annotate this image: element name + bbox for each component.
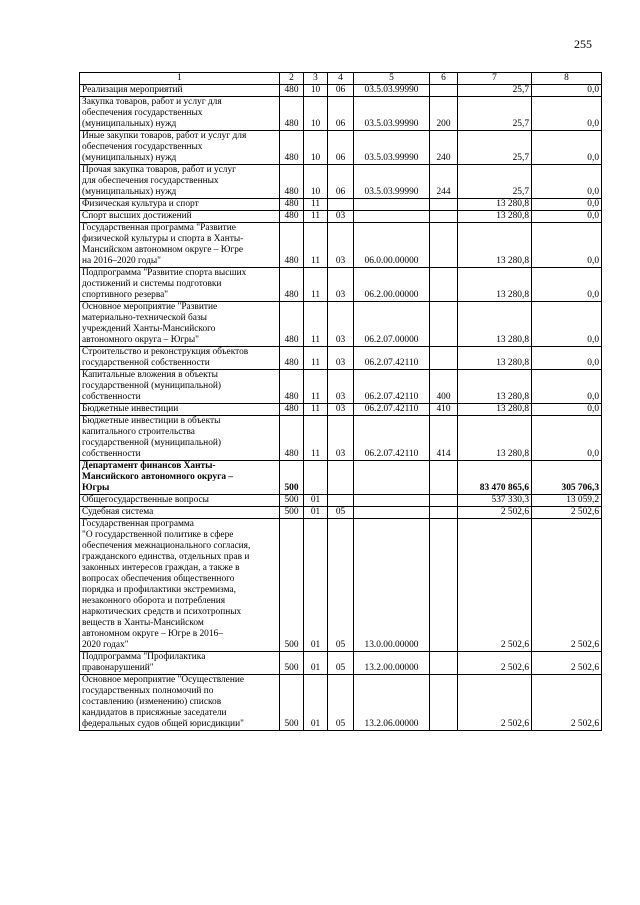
section-code-cell: 01 <box>304 652 328 675</box>
table-row <box>80 652 602 675</box>
header-cell: 5 <box>354 73 430 85</box>
table-row <box>80 416 602 461</box>
item-name-cell: Бюджетные инвестиции <box>80 404 280 416</box>
item-name-cell: Государственная программа "Развитие физической культуры и спорта в Ханты- Мансийском автономном округе – Югре на 2016–2020 годы" <box>80 223 280 268</box>
amount-cell: 13 280,8 <box>458 268 532 302</box>
amount-cell: 2 502,6 <box>532 652 602 675</box>
expense-type-cell: 200 <box>430 97 458 131</box>
department-code-cell: 480 <box>280 223 304 268</box>
target-article-cell <box>354 461 430 495</box>
department-code-cell: 500 <box>280 519 304 652</box>
item-name-cell: Прочая закупка товаров, работ и услуг для обеспечения государственных (муниципальных) нужд <box>80 165 280 199</box>
target-article-cell <box>354 199 430 211</box>
amount-cell: 0,0 <box>532 404 602 416</box>
target-article-cell <box>354 507 430 519</box>
section-code-cell: 11 <box>304 223 328 268</box>
header-cell: 7 <box>458 73 532 85</box>
amount-cell: 0,0 <box>532 211 602 223</box>
target-article-cell: 13.2.06.00000 <box>354 675 430 731</box>
table-row <box>80 404 602 416</box>
expense-type-cell <box>430 507 458 519</box>
item-name-cell: Подпрограмма "Профилактика правонарушений" <box>80 652 280 675</box>
section-code-cell: 11 <box>304 347 328 370</box>
department-code-cell: 500 <box>280 461 304 495</box>
item-name-cell: Закупка товаров, работ и услуг для обеспечения государственных (муниципальных) нужд <box>80 97 280 131</box>
table-row <box>80 131 602 165</box>
expense-type-cell <box>430 519 458 652</box>
expense-type-cell <box>430 347 458 370</box>
target-article-cell: 06.2.00.00000 <box>354 268 430 302</box>
amount-cell: 25,7 <box>458 131 532 165</box>
table-row <box>80 370 602 404</box>
table-row <box>80 85 602 97</box>
item-name-cell: Подпрограмма "Развитие спорта высших достижений и системы подготовки спортивного резерва" <box>80 268 280 302</box>
subsection-code-cell: 06 <box>328 131 354 165</box>
amount-cell: 2 502,6 <box>532 675 602 731</box>
subsection-code-cell: 05 <box>328 675 354 731</box>
table-row <box>80 495 602 507</box>
section-code-cell: 11 <box>304 268 328 302</box>
amount-cell: 13 059,2 <box>532 495 602 507</box>
section-code-cell: 11 <box>304 416 328 461</box>
expense-type-cell <box>430 652 458 675</box>
subsection-code-cell: 03 <box>328 223 354 268</box>
target-article-cell <box>354 495 430 507</box>
section-code-cell: 11 <box>304 370 328 404</box>
item-name-cell: Общегосударственные вопросы <box>80 495 280 507</box>
amount-cell: 13 280,8 <box>458 223 532 268</box>
amount-cell: 0,0 <box>532 199 602 211</box>
expense-type-cell <box>430 211 458 223</box>
department-code-cell: 480 <box>280 211 304 223</box>
item-name-cell: Бюджетные инвестиции в объекты капитального строительства государственной (муниципальной) собственности <box>80 416 280 461</box>
amount-cell: 0,0 <box>532 347 602 370</box>
budget-table <box>79 72 602 731</box>
header-cell: 3 <box>304 73 328 85</box>
section-code-cell: 10 <box>304 165 328 199</box>
department-code-cell: 480 <box>280 302 304 347</box>
department-code-cell: 480 <box>280 416 304 461</box>
expense-type-cell <box>430 675 458 731</box>
subsection-code-cell: 05 <box>328 507 354 519</box>
subsection-code-cell: 06 <box>328 165 354 199</box>
subsection-code-cell: 03 <box>328 268 354 302</box>
department-code-cell: 480 <box>280 131 304 165</box>
amount-cell: 13 280,8 <box>458 347 532 370</box>
header-cell: 2 <box>280 73 304 85</box>
target-article-cell: 06.2.07.42110 <box>354 347 430 370</box>
amount-cell: 2 502,6 <box>458 652 532 675</box>
subsection-code-cell: 03 <box>328 404 354 416</box>
target-article-cell: 03.5.03.99990 <box>354 85 430 97</box>
item-name-cell: Строительство и реконструкция объектов государственной собственности <box>80 347 280 370</box>
table-row <box>80 507 602 519</box>
subsection-code-cell: 03 <box>328 416 354 461</box>
section-code-cell: 11 <box>304 211 328 223</box>
table-row <box>80 461 602 495</box>
table-row <box>80 302 602 347</box>
section-code-cell <box>304 461 328 495</box>
item-name-cell: Департамент финансов Ханты- Мансийского автономного округа – Югры <box>80 461 280 495</box>
item-name-cell: Основное мероприятие "Развитие материально-технической базы учреждений Ханты-Мансийского автономного округа – Югры" <box>80 302 280 347</box>
amount-cell: 25,7 <box>458 85 532 97</box>
target-article-cell: 13.0.00.00000 <box>354 519 430 652</box>
item-name-cell: Реализация мероприятий <box>80 85 280 97</box>
header-cell: 6 <box>430 73 458 85</box>
section-code-cell: 10 <box>304 131 328 165</box>
department-code-cell: 480 <box>280 85 304 97</box>
amount-cell: 0,0 <box>532 97 602 131</box>
subsection-code-cell <box>328 461 354 495</box>
section-code-cell: 01 <box>304 507 328 519</box>
expense-type-cell <box>430 495 458 507</box>
page-number: 255 <box>574 37 592 51</box>
amount-cell: 13 280,8 <box>458 370 532 404</box>
expense-type-cell: 240 <box>430 131 458 165</box>
expense-type-cell: 400 <box>430 370 458 404</box>
amount-cell: 25,7 <box>458 165 532 199</box>
department-code-cell: 480 <box>280 370 304 404</box>
amount-cell: 0,0 <box>532 165 602 199</box>
section-code-cell: 11 <box>304 404 328 416</box>
item-name-cell: Основное мероприятие "Осуществление государственных полномочий по составлению (изменению) списков кандидатов в присяжные заседатели федеральных судов общей юрисдикции" <box>80 675 280 731</box>
amount-cell: 13 280,8 <box>458 302 532 347</box>
subsection-code-cell <box>328 199 354 211</box>
amount-cell: 0,0 <box>532 370 602 404</box>
amount-cell: 0,0 <box>532 85 602 97</box>
table-row <box>80 165 602 199</box>
amount-cell: 2 502,6 <box>532 519 602 652</box>
amount-cell: 13 280,8 <box>458 404 532 416</box>
amount-cell: 2 502,6 <box>458 507 532 519</box>
item-name-cell: Иные закупки товаров, работ и услуг для обеспечения государственных (муниципальных) нужд <box>80 131 280 165</box>
expense-type-cell <box>430 461 458 495</box>
target-article-cell: 03.5.03.99990 <box>354 165 430 199</box>
subsection-code-cell: 06 <box>328 97 354 131</box>
header-cell: 8 <box>532 73 602 85</box>
department-code-cell: 500 <box>280 652 304 675</box>
table-row <box>80 211 602 223</box>
target-article-cell: 06.2.07.42110 <box>354 416 430 461</box>
department-code-cell: 480 <box>280 199 304 211</box>
header-cell: 4 <box>328 73 354 85</box>
target-article-cell <box>354 211 430 223</box>
amount-cell: 0,0 <box>532 131 602 165</box>
amount-cell: 2 502,6 <box>458 675 532 731</box>
table-row <box>80 675 602 731</box>
item-name-cell: Судебная система <box>80 507 280 519</box>
subsection-code-cell: 03 <box>328 347 354 370</box>
target-article-cell: 03.5.03.99990 <box>354 97 430 131</box>
subsection-code-cell: 06 <box>328 85 354 97</box>
amount-cell: 0,0 <box>532 416 602 461</box>
department-code-cell: 500 <box>280 675 304 731</box>
expense-type-cell <box>430 85 458 97</box>
subsection-code-cell: 05 <box>328 519 354 652</box>
expense-type-cell: 414 <box>430 416 458 461</box>
subsection-code-cell: 03 <box>328 211 354 223</box>
expense-type-cell <box>430 223 458 268</box>
header-cell: 1 <box>80 73 280 85</box>
table-row <box>80 519 602 652</box>
amount-cell: 0,0 <box>532 223 602 268</box>
department-code-cell: 480 <box>280 165 304 199</box>
amount-cell: 13 280,8 <box>458 199 532 211</box>
expense-type-cell: 244 <box>430 165 458 199</box>
subsection-code-cell: 03 <box>328 370 354 404</box>
table-row <box>80 223 602 268</box>
item-name-cell: Государственная программа "О государственной политике в сфере обеспечения межнационального согласия, гражданского единства, отдельных прав и законных интересов граждан, а также в вопросах обеспечения общественного порядка и профилактики экстремизма, незаконного оборота и потребления наркотических средств и психотропных веществ в Ханты-Мансийском автономном округе – Югре в 2016– 2020 годах" <box>80 519 280 652</box>
target-article-cell: 06.2.07.42110 <box>354 370 430 404</box>
section-code-cell: 10 <box>304 97 328 131</box>
section-code-cell: 01 <box>304 495 328 507</box>
expense-type-cell <box>430 199 458 211</box>
table-row <box>80 199 602 211</box>
section-code-cell: 10 <box>304 85 328 97</box>
amount-cell: 0,0 <box>532 268 602 302</box>
table-row <box>80 347 602 370</box>
amount-cell: 0,0 <box>532 302 602 347</box>
subsection-code-cell: 05 <box>328 652 354 675</box>
amount-cell: 13 280,8 <box>458 416 532 461</box>
table-header-row <box>80 73 602 85</box>
expense-type-cell <box>430 302 458 347</box>
table-row <box>80 97 602 131</box>
target-article-cell: 06.0.00.00000 <box>354 223 430 268</box>
subsection-code-cell: 03 <box>328 302 354 347</box>
item-name-cell: Физическая культура и спорт <box>80 199 280 211</box>
department-code-cell: 500 <box>280 507 304 519</box>
target-article-cell: 06.2.07.00000 <box>354 302 430 347</box>
item-name-cell: Спорт высших достижений <box>80 211 280 223</box>
amount-cell: 25,7 <box>458 97 532 131</box>
section-code-cell: 11 <box>304 199 328 211</box>
target-article-cell: 13.2.00.00000 <box>354 652 430 675</box>
amount-cell: 83 470 865,6 <box>458 461 532 495</box>
department-code-cell: 480 <box>280 97 304 131</box>
amount-cell: 2 502,6 <box>532 507 602 519</box>
expense-type-cell: 410 <box>430 404 458 416</box>
expense-type-cell <box>430 268 458 302</box>
section-code-cell: 01 <box>304 675 328 731</box>
item-name-cell: Капитальные вложения в объекты государственной (муниципальной) собственности <box>80 370 280 404</box>
department-code-cell: 480 <box>280 404 304 416</box>
department-code-cell: 480 <box>280 347 304 370</box>
table-body <box>80 85 602 731</box>
subsection-code-cell <box>328 495 354 507</box>
table-row <box>80 268 602 302</box>
target-article-cell: 03.5.03.99990 <box>354 131 430 165</box>
amount-cell: 2 502,6 <box>458 519 532 652</box>
amount-cell: 305 706,3 <box>532 461 602 495</box>
department-code-cell: 480 <box>280 268 304 302</box>
target-article-cell: 06.2.07.42110 <box>354 404 430 416</box>
department-code-cell: 500 <box>280 495 304 507</box>
section-code-cell: 11 <box>304 302 328 347</box>
amount-cell: 13 280,8 <box>458 211 532 223</box>
section-code-cell: 01 <box>304 519 328 652</box>
amount-cell: 537 330,3 <box>458 495 532 507</box>
